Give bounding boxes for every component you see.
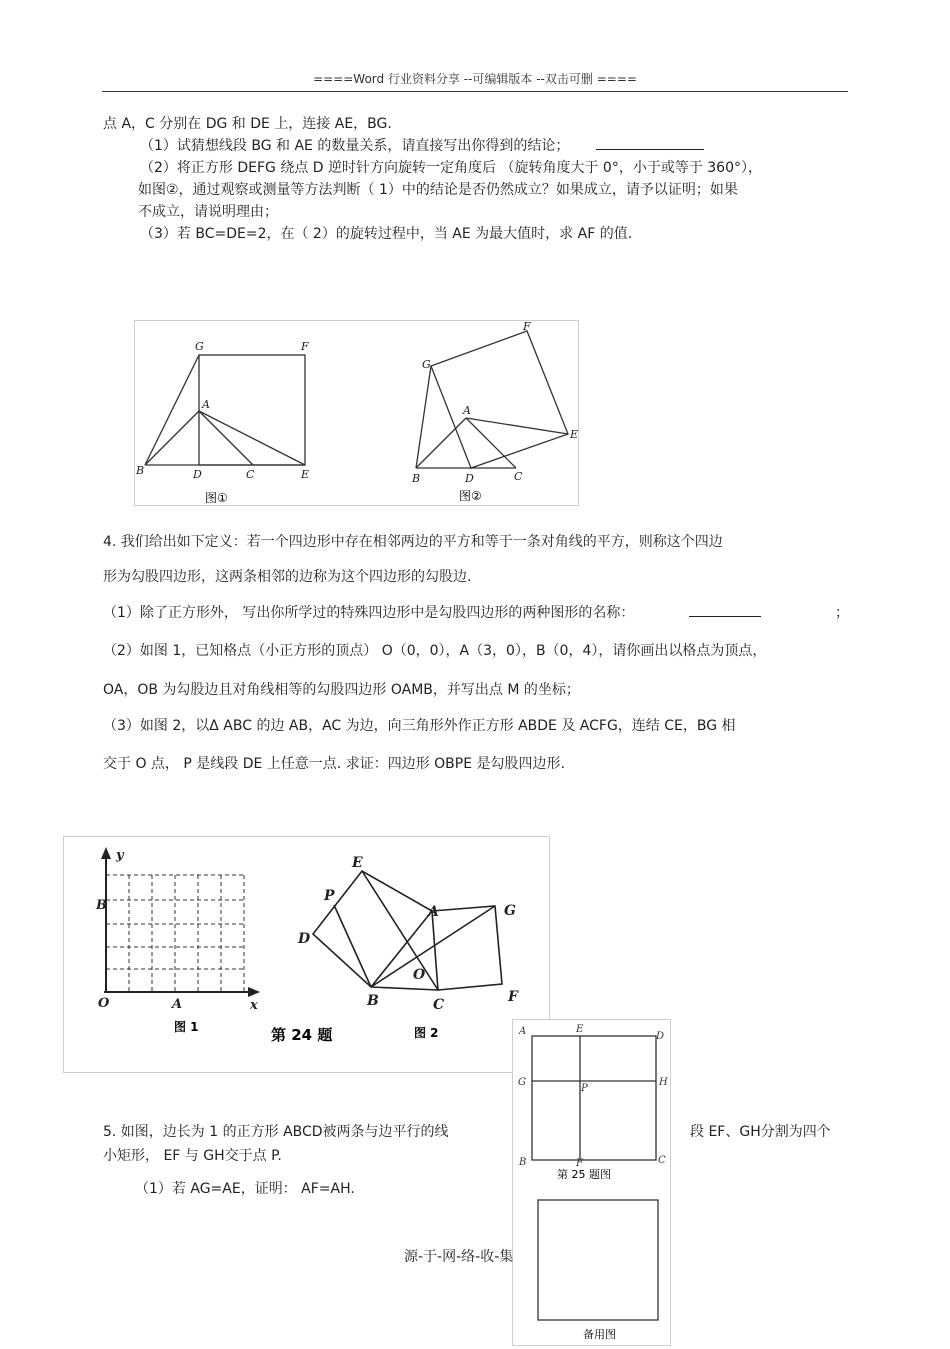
q3-fig2-caption: 图② [459,489,482,503]
q4-fig2-label-C: C [433,997,445,1013]
q4-fig2-label-O: O [413,967,426,983]
page-header: ====Word 行业资料分享 --可编辑版本 --双击可删 ==== [313,72,637,86]
q3-part2-line2: 如图②，通过观察或测量等方法判断（ 1）中的结论是否仍然成立？如果成立，请予以证明；如果 [138,182,738,198]
q3-answer-blank[interactable] [596,149,704,150]
q4-fig2-label-P: P [324,888,335,904]
q5-label-C: C [658,1155,666,1166]
q3-fig2-label-F: F [523,321,531,333]
q5-label-H: H [659,1077,668,1088]
q4-part3-line1: （3）如图 2，以Δ ABC 的边 AB，AC 为边，向三角形外作正方形 ABDE 及 ACFG，连结 CE，BG 相 [103,718,736,734]
q5-part1: （1）若 AG=AE，证明： AF=AH. [135,1181,355,1197]
q4-part2-line1: （2）如图 1，已知格点（小正方形的顶点） O（0，0），A（3，0），B（0，4），请你画出以格点为顶点， [103,643,767,659]
q4-fig1-label-y: y [116,848,124,863]
q4-fig1-label-x: x [250,998,258,1013]
q4-line2: 形为勾股四边形，这两条相邻的边称为这个四边形的勾股边. [103,569,472,585]
q3-fig2-label-A: A [463,404,471,417]
q3-fig1-square [199,355,305,465]
q5-label-F: F [576,1158,583,1169]
q3-fig2-label-C: C [514,470,523,483]
q3-part2-line1: （2）将正方形 DEFG 绕点 D 逆时针方向旋转一定角度后 （旋转角度大于 0°，小于或等于 360°）， [140,160,762,176]
q4-fig2-label-E: E [352,855,363,871]
q4-fig1-grid [106,875,244,992]
q4-part2-line2: OA，OB 为勾股边且对角线相等的勾股四边形 OAMB，并写出点 M 的坐标； [103,682,580,698]
q3-fig1-label-F: F [301,340,309,353]
page-footer: 源-于-网-络-收-集 [404,1249,514,1265]
q5-label-B: B [519,1157,527,1168]
q4-part1-text: （1）除了正方形外， 写出你所学过的特殊四边形中是勾股四边形的两种图形的名称： [103,605,635,621]
q5-spare-square [538,1200,658,1320]
q4-fig2-label-A: A [428,904,439,920]
q4-figures [64,837,549,1072]
q4-fig2-PB [334,905,371,987]
q5-spare-caption: 备用图 [583,1328,616,1341]
header-rule [102,91,848,92]
q4-answer-blank[interactable] [689,616,761,617]
q5-label-D: D [656,1031,665,1042]
q4-figure-box [63,836,550,1073]
q3-fig2-label-D: D [465,472,474,485]
q3-fig1-BG [145,355,199,465]
q3-fig1-label-D: D [193,468,202,481]
q5-figures [513,1020,670,1345]
q3-fig1-caption: 图① [205,491,228,505]
q4-figure-title: 第 24 题 [271,1026,333,1044]
q3-figures [135,321,578,505]
q3-fig2-label-E: E [570,428,578,441]
q5-label-A: A [519,1026,527,1037]
q3-fig1-label-C: C [246,468,255,481]
q5-line1-left: 5. 如图，边长为 1 的正方形 ABCD被两条与边平行的线 [103,1124,449,1140]
q4-fig2-CE [362,871,438,990]
q3-fig2-BG [416,366,431,468]
q4-fig1-caption: 图 1 [174,1020,199,1034]
q4-fig2-label-B: B [367,993,379,1009]
q5-label-G: G [518,1077,526,1088]
q3-line0: 点 A，C 分别在 DG 和 DE 上，连接 AE，BG. [103,116,392,132]
q3-fig1-AE [199,411,305,465]
q4-fig2-caption: 图 2 [414,1026,439,1040]
q3-fig2-AE [466,418,568,434]
q4-fig1-x-arrow [248,987,260,997]
q3-fig2-label-B: B [412,472,421,485]
q3-fig1-label-E: E [301,468,310,481]
q5-label-E: E [576,1024,584,1035]
q3-part1-text: （1）试猜想线段 BG 和 AE 的数量关系，请直接写出你得到的结论； [140,138,570,154]
q5-line1-right: 段 EF、GH分割为四个 [690,1124,831,1140]
q4-fig1-label-A: A [172,997,183,1012]
q4-fig2-label-D: D [298,931,311,947]
q3-part3: （3）若 BC=DE=2，在（ 2）的旋转过程中，当 AE 为最大值时，求 AF 的值. [140,226,633,242]
q5-square-ABCD [532,1036,656,1160]
q4-fig1-y-arrow [101,847,111,859]
q5-label-P: P [581,1083,588,1094]
q4-part1 [103,603,849,623]
q4-fig2-label-F: F [508,989,518,1005]
q3-fig2-BA [416,418,466,468]
q4-fig2-square-ACFG [432,906,502,990]
q4-part3-line2: 交于 O 点， P 是线段 DE 上任意一点. 求证：四边形 OBPE 是勾股四边形. [103,756,565,772]
q4-fig1-label-B: B [96,898,107,913]
q3-fig1-AC [199,411,253,465]
q3-fig2-square [431,331,568,468]
q4-fig2-label-G: G [504,903,516,919]
q3-fig1-label-A: A [202,398,210,411]
q4-part1-end: ； [835,605,849,621]
q5-figure-box [512,1019,671,1346]
q3-part2-line3: 不成立，请说明理由； [138,204,278,220]
q5-line2: 小矩形， EF 与 GH交于点 P. [103,1148,282,1164]
q3-figure-box [134,320,579,506]
q3-fig1-label-B: B [136,464,145,477]
q4-line1: 4. 我们给出如下定义：若一个四边形中存在相邻两边的平方和等于一条对角线的平方，则称这个四边 [103,534,723,550]
q3-part1 [140,136,704,156]
q3-fig1-label-G: G [195,340,204,353]
q4-fig2-BC [371,987,438,990]
q3-fig1-BA [145,411,199,465]
q3-fig2-label-G: G [422,358,431,371]
q4-fig1-label-O: O [98,996,110,1011]
q5-figure-caption: 第 25 题图 [557,1168,611,1181]
